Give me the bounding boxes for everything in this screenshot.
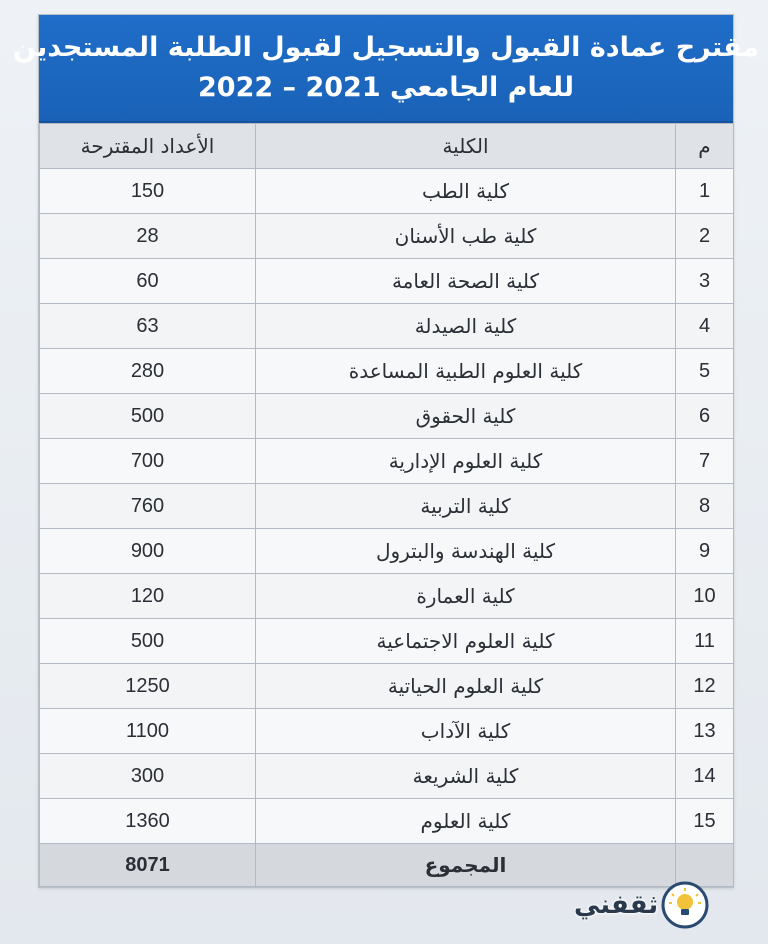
header-row [40,124,734,169]
row-college: كلية التربية [256,484,676,529]
row-index: 4 [676,304,734,349]
table-row [40,439,734,484]
row-index: 8 [676,484,734,529]
row-index: 13 [676,709,734,754]
row-count: 500 [40,619,256,664]
row-index: 14 [676,754,734,799]
table-row [40,259,734,304]
watermark [570,870,760,940]
watermark-text: ثقفني [574,890,659,920]
title-banner [12,15,760,123]
row-count: 700 [40,439,256,484]
row-index: 11 [676,619,734,664]
row-college: كلية الطب [256,169,676,214]
table-header [40,124,734,169]
header-college: الكلية [256,124,676,169]
table-row [40,349,734,394]
row-count: 300 [40,754,256,799]
row-college: كلية العلوم الطبية المساعدة [256,349,676,394]
row-index: 6 [676,394,734,439]
row-index: 12 [676,664,734,709]
table-row [40,169,734,214]
row-college: كلية الشريعة [256,754,676,799]
row-count: 760 [40,484,256,529]
row-index: 3 [676,259,734,304]
table-row [40,484,734,529]
row-college: كلية العلوم الاجتماعية [256,619,676,664]
row-college: كلية العمارة [256,574,676,619]
row-count: 1360 [40,799,256,844]
total-label: المجموع [256,844,676,887]
row-count: 500 [40,394,256,439]
row-index: 2 [676,214,734,259]
lightbulb-logo-icon [658,880,712,930]
row-count: 1250 [40,664,256,709]
table-row [40,529,734,574]
row-college: كلية الآداب [256,709,676,754]
row-count: 150 [40,169,256,214]
row-index: 7 [676,439,734,484]
row-college: كلية العلوم الحياتية [256,664,676,709]
row-college: كلية الحقوق [256,394,676,439]
header-count: الأعداد المقترحة [40,124,256,169]
row-index: 1 [676,169,734,214]
table-row [40,619,734,664]
title-line-1: مقترح عمادة القبول والتسجيل لقبول الطلبة المستجدين [12,32,760,63]
row-index: 5 [676,349,734,394]
row-index: 10 [676,574,734,619]
table-row [40,754,734,799]
table-row [40,574,734,619]
row-index: 9 [676,529,734,574]
table-body [40,169,734,887]
row-college: كلية طب الأسنان [256,214,676,259]
row-count: 1100 [40,709,256,754]
row-index: 15 [676,799,734,844]
row-college: كلية العلوم [256,799,676,844]
table-row [40,394,734,439]
total-count: 8071 [40,844,256,887]
table-row [40,664,734,709]
row-count: 900 [40,529,256,574]
row-count: 60 [40,259,256,304]
table-row [40,214,734,259]
row-college: كلية العلوم الإدارية [256,439,676,484]
row-count: 28 [40,214,256,259]
title-line-2: للعام الجامعي 2021 – 2022 [198,72,575,103]
table-row [40,709,734,754]
colleges-table [39,123,734,887]
table-row [40,304,734,349]
row-college: كلية الصحة العامة [256,259,676,304]
admissions-table-card [12,14,760,888]
header-index: م [676,124,734,169]
row-count: 280 [40,349,256,394]
row-college: كلية الهندسة والبترول [256,529,676,574]
row-count: 63 [40,304,256,349]
row-college: كلية الصيدلة [256,304,676,349]
row-count: 120 [40,574,256,619]
table-row [40,799,734,844]
